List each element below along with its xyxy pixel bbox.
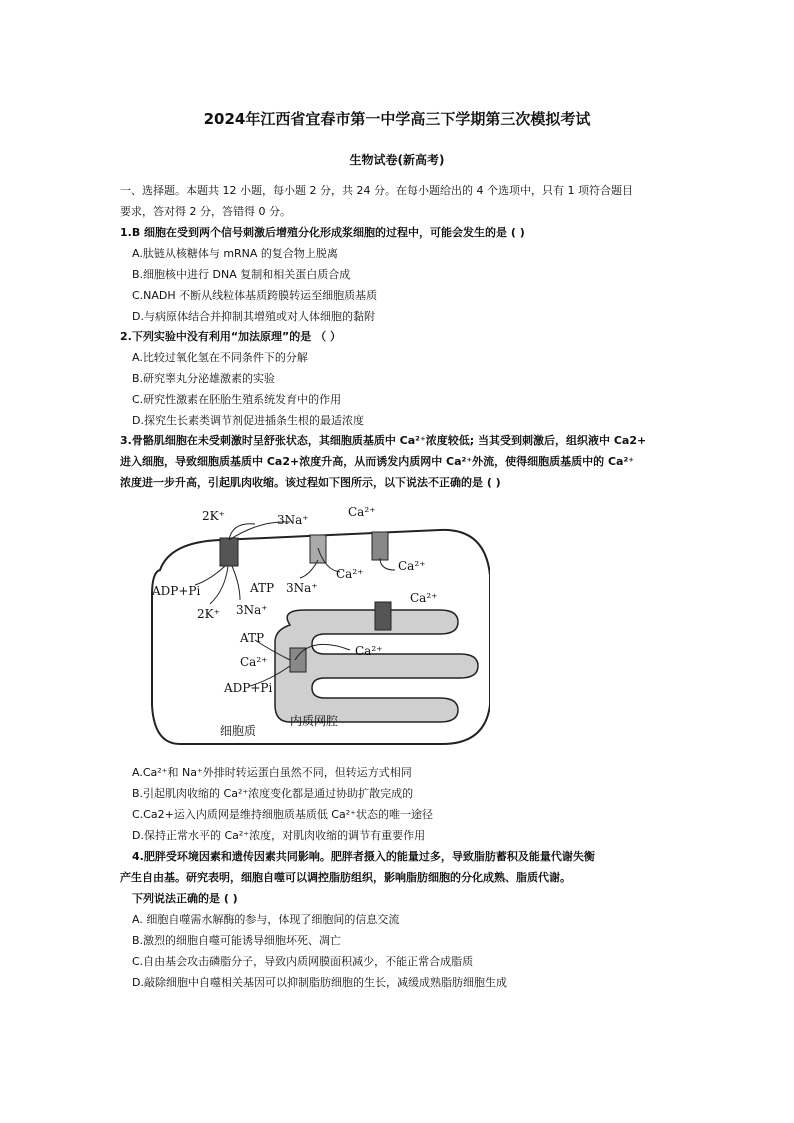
question-3-option-a: A.Ca²⁺和 Na⁺外排时转运蛋白虽然不同，但转运方式相同: [132, 766, 412, 779]
question-4-stem-line-1: 4.肥胖受环境因素和遗传因素共同影响。肥胖者摄入的能量过多，导致脂肪蓄积及能量代谢失衡: [132, 850, 595, 863]
question-2-option-b: B.研究睾丸分泌雄激素的实验: [132, 372, 276, 385]
er-ca-pump: [290, 648, 306, 672]
question-2-option-c: C.研究性激素在胚胎生殖系统发育中的作用: [132, 393, 342, 406]
page-title: 2024年江西省宜春市第一中学高三下学期第三次模拟考试: [203, 110, 591, 128]
question-1-stem: 1.B 细胞在受到两个信号刺激后增殖分化形成浆细胞的过程中，可能会发生的是 ( ): [120, 226, 525, 239]
question-3-option-b: B.引起肌肉收缩的 Ca²⁺浓度变化都是通过协助扩散完成的: [132, 787, 414, 800]
question-2-option-a: A.比较过氧化氢在不同条件下的分解: [132, 351, 308, 364]
ca-pump-membrane: [372, 532, 388, 560]
label-er-lumen: 内质网腔: [290, 714, 339, 728]
question-4-option-d: D.敲除细胞中自噬相关基因可以抑制脂肪细胞的生长，减缓成熟脂肪细胞生成: [132, 976, 507, 989]
na-k-pump: [220, 538, 238, 566]
question-3-option-c: C.Ca2+运入内质网是维持细胞质基质低 Ca²⁺状态的唯一途径: [132, 808, 433, 821]
question-3-stem-line-2: 进入细胞，导致细胞质基质中 Ca2+浓度升高，从而诱发内质网中 Ca²⁺外流，使得细胞质基质中的 Ca²⁺: [120, 455, 635, 468]
label-ca-top: Ca²⁺: [348, 505, 376, 519]
label-na-low2: 3Na⁺: [236, 603, 268, 617]
question-4-stem-line-2: 产生自由基。研究表明，细胞自噬可以调控脂肪组织，影响脂肪细胞的分化成熟、脂质代谢。: [120, 871, 571, 884]
label-adp-2: ADP+Pi: [224, 681, 273, 695]
question-1-option-c: C.NADH 不断从线粒体基质跨膜转运至细胞质基质: [132, 289, 378, 302]
label-ca-er-right: Ca²⁺: [410, 591, 438, 605]
question-4-option-b: B.激烈的细胞自噬可能诱导细胞坏死、凋亡: [132, 934, 342, 947]
question-1-option-d: D.与病原体结合并抑制其增殖或对人体细胞的黏附: [132, 310, 375, 323]
label-ca-mid2: Ca²⁺: [398, 559, 426, 573]
label-na-low: 3Na⁺: [286, 581, 318, 595]
label-adp-1: ADP+Pi: [152, 584, 201, 598]
question-2-stem: 2.下列实验中没有利用“加法原理”的是 （ ）: [120, 330, 341, 343]
question-1-option-b: B.细胞核中进行 DNA 复制和相关蛋白质合成: [132, 268, 351, 281]
label-atp-2: ATP: [240, 631, 265, 645]
question-3-stem-line-3: 浓度进一步升高，引起肌肉收缩。该过程如下图所示，以下说法不正确的是 ( ): [120, 476, 501, 489]
label-k-top: 2K⁺: [202, 509, 225, 523]
label-cytoplasm: 细胞质: [220, 724, 257, 738]
question-4-option-c: C.自由基会攻击磷脂分子，导致内质网膜面积减少，不能正常合成脂质: [132, 955, 474, 968]
question-1-option-a: A.肽链从核糖体与 mRNA 的复合物上脱离: [132, 247, 338, 260]
question-4-option-a: A. 细胞自噬需水解酶的参与，体现了细胞间的信息交流: [132, 913, 400, 926]
question-4-stem-line-3: 下列说法正确的是 ( ): [132, 892, 238, 905]
label-ca-er-pump-out: Ca²⁺: [355, 644, 383, 658]
label-atp-1: ATP: [250, 581, 275, 595]
question-3-option-d: D.保持正常水平的 Ca²⁺浓度，对肌肉收缩的调节有重要作用: [132, 829, 426, 842]
er-ca-channel: [375, 602, 391, 630]
label-k-low: 2K⁺: [197, 607, 220, 621]
question-3-stem-line-1: 3.骨骼肌细胞在未受刺激时呈舒张状态，其细胞质基质中 Ca²⁺浓度较低; 当其受到刺激后，组织液中 Ca2+: [120, 434, 647, 447]
label-ca-in: Ca²⁺: [240, 655, 268, 669]
cell-transport-diagram: [140, 500, 490, 750]
section-intro-line-1: 一、选择题。本题共 12 小题，每小题 2 分，共 24 分。在每小题给出的 4 个选项中，只有 1 项符合题目: [120, 184, 633, 197]
page-subtitle: 生物试卷(新高考): [349, 153, 445, 167]
label-na-top: 3Na⁺: [277, 513, 309, 527]
label-ca-mid1: Ca²⁺: [336, 567, 364, 581]
question-2-option-d: D.探究生长素类调节剂促进插条生根的最适浓度: [132, 414, 364, 427]
section-intro-line-2: 要求，答对得 2 分，答错得 0 分。: [120, 205, 291, 218]
